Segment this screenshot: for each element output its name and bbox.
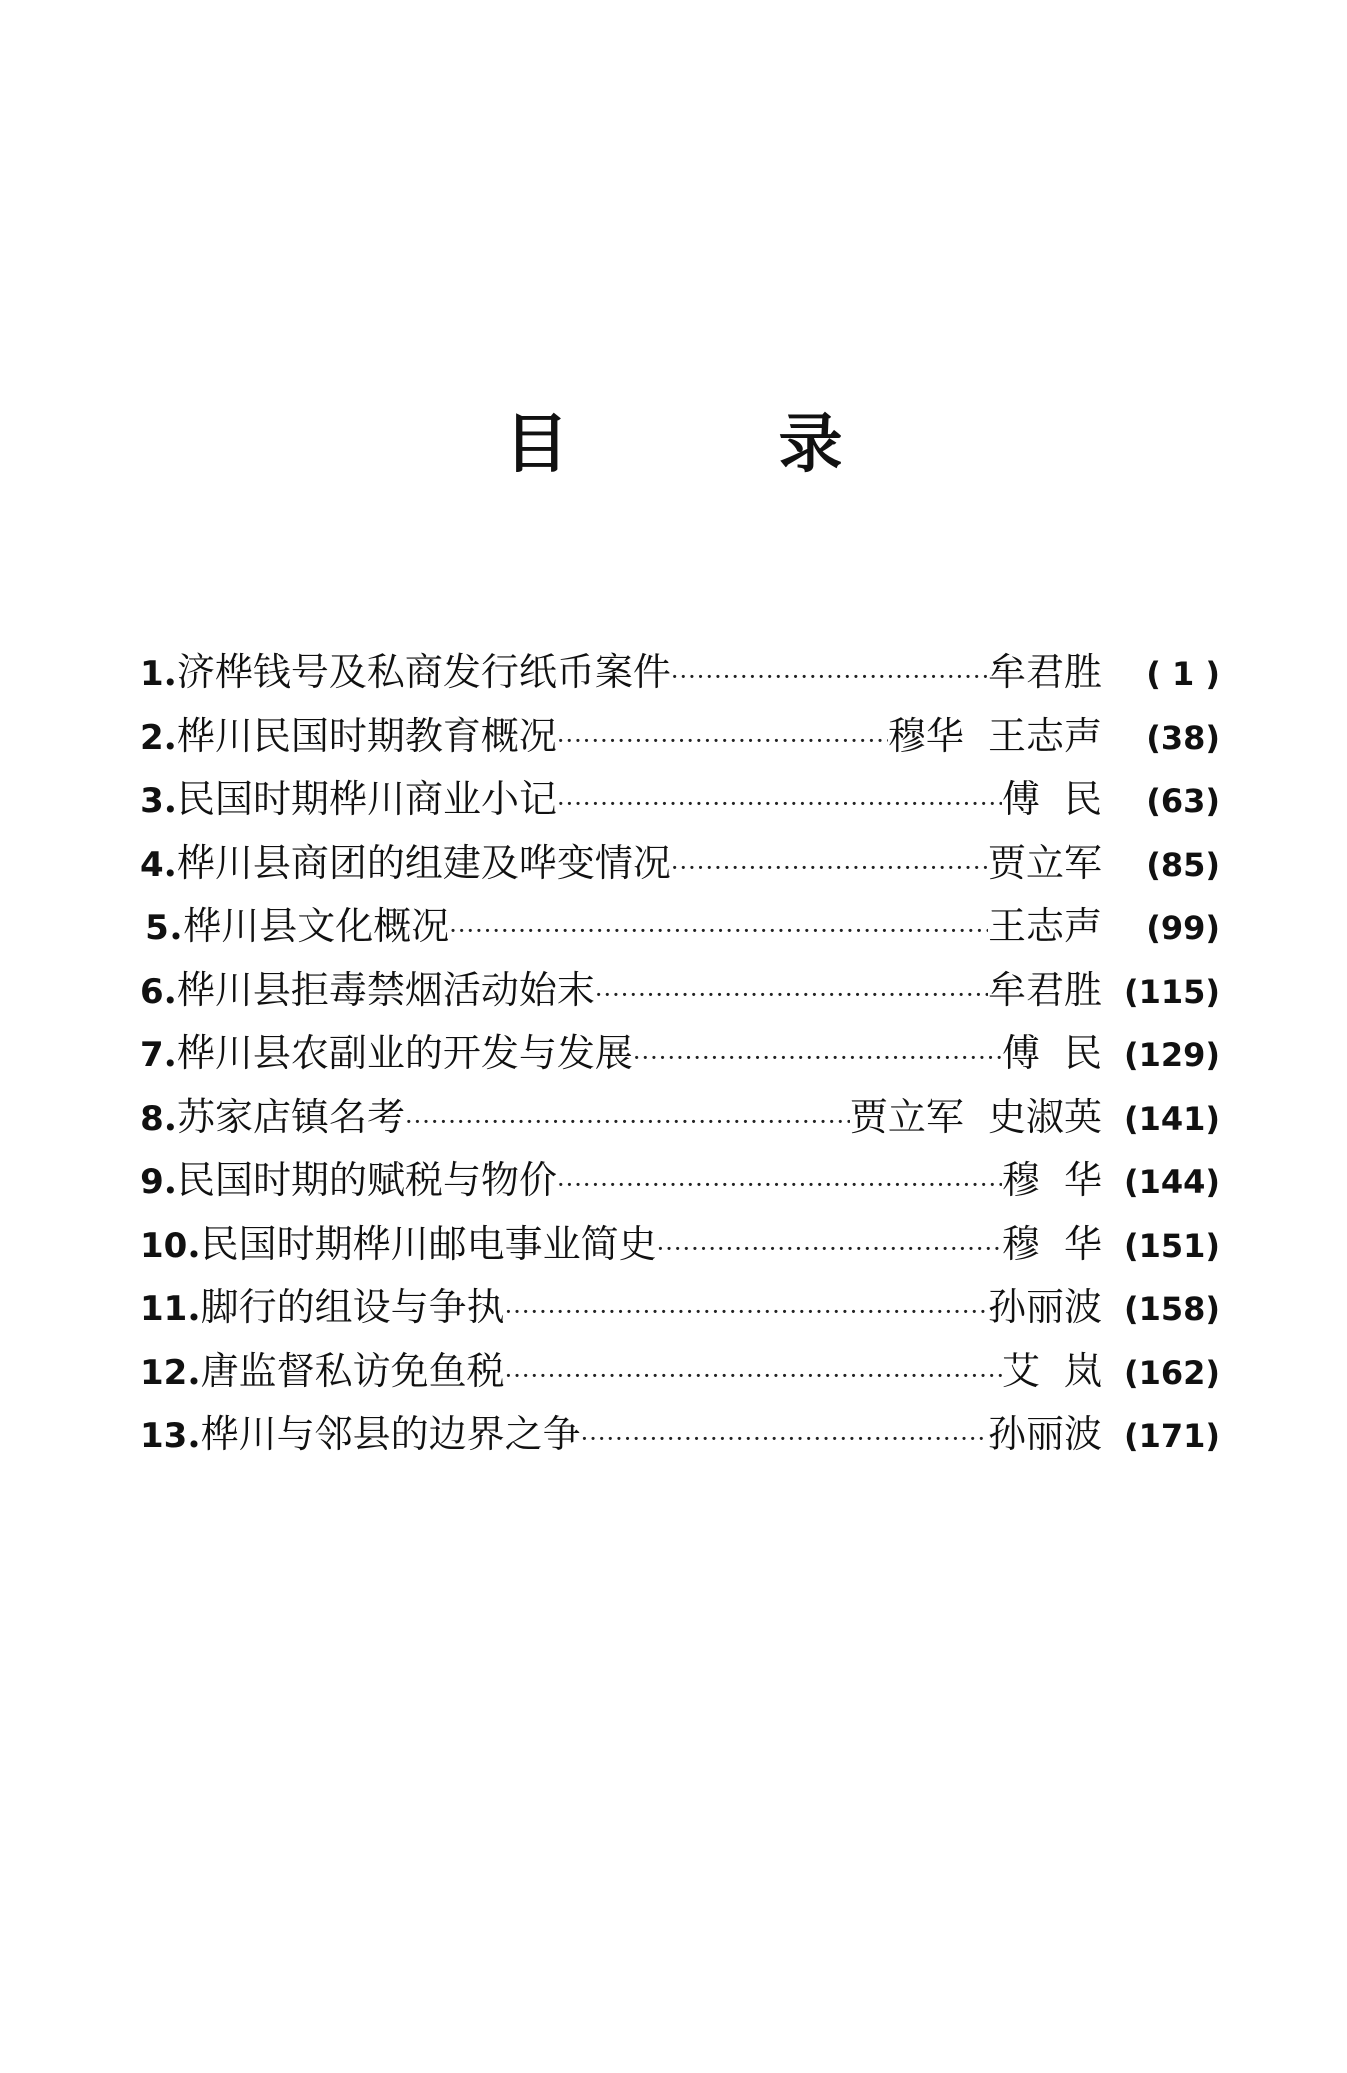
entry-title: 桦川民国时期教育概况: [176, 713, 557, 758]
entry-page: (171): [1123, 1417, 1220, 1455]
entry-author: 穆 华: [1001, 1221, 1102, 1266]
entry-title: 唐监督私访免鱼税: [200, 1348, 505, 1393]
toc-entry: [140, 1339, 1220, 1403]
entry-dot: .: [187, 1220, 201, 1266]
entry-page: (115): [1123, 972, 1220, 1011]
entry-title: 桦川县文化概况: [183, 904, 450, 948]
entry-author: 贾立军 史淑英: [849, 1094, 1102, 1139]
entry-author: 牟君胜: [987, 967, 1102, 1012]
entry-number: 12: [140, 1352, 188, 1393]
entry-number: 8: [140, 1098, 164, 1139]
dot-leader: [595, 964, 988, 1028]
entry-number: 5: [145, 908, 169, 948]
dot-leader: [449, 900, 988, 964]
toc-entry: [140, 894, 1220, 958]
entry-dot: .: [163, 1093, 178, 1139]
entry-number: 6: [140, 971, 164, 1012]
entry-author: 牟君胜: [987, 650, 1102, 694]
entry-dot: .: [187, 1411, 201, 1456]
entry-author: 艾 岚: [1001, 1348, 1102, 1393]
entry-dot: .: [163, 649, 177, 694]
entry-author: 穆 华: [1001, 1158, 1102, 1202]
dot-leader: [581, 1408, 988, 1472]
entry-title: 苏家店镇名考: [177, 1094, 406, 1139]
entry-dot: .: [187, 1347, 201, 1393]
title-char-2: 录: [778, 407, 843, 482]
dot-leader: [671, 646, 988, 710]
toc-entry: [140, 1402, 1220, 1466]
entry-title: 桦川与邻县的边界之争: [200, 1412, 581, 1456]
toc-entry: [140, 1212, 1220, 1276]
toc-entry: [140, 640, 1220, 704]
entry-number: 9: [140, 1162, 164, 1202]
entry-dot: .: [163, 1157, 178, 1202]
entry-title: 桦川县拒毒禁烟活动始末: [176, 967, 595, 1012]
dot-leader: [633, 1027, 1002, 1091]
entry-dot: .: [163, 839, 177, 885]
toc-entry: [140, 1148, 1220, 1212]
entry-author: 王志声: [987, 904, 1102, 948]
entry-page: (63): [1146, 782, 1220, 820]
entry-page: (141): [1123, 1099, 1220, 1138]
entry-page: (85): [1146, 845, 1220, 884]
entry-number: 13: [140, 1416, 188, 1456]
dot-leader: [557, 1154, 1002, 1218]
entry-title: 民国时期桦川邮电事业简史: [200, 1221, 657, 1266]
toc-entry: [140, 1085, 1220, 1149]
entry-dot: .: [163, 776, 178, 821]
entry-page: (129): [1123, 1036, 1220, 1074]
dot-leader: [557, 710, 888, 774]
entry-author: 穆华 王志声: [887, 713, 1102, 758]
table-of-contents: [140, 640, 1220, 1466]
toc-entry: [140, 1275, 1220, 1339]
dot-leader: [671, 837, 988, 901]
entry-title: 桦川县农副业的开发与发展: [176, 1031, 633, 1075]
dot-leader: [505, 1345, 1002, 1409]
entry-number: 2: [140, 717, 164, 758]
entry-dot: .: [169, 903, 183, 948]
entry-number: 10: [140, 1225, 188, 1266]
entry-page: (38): [1146, 718, 1220, 757]
title-char-1: 目: [504, 407, 569, 482]
entry-author: 傅 民: [1001, 1031, 1102, 1075]
entry-dot: .: [163, 1030, 177, 1075]
entry-page: ( 1 ): [1146, 655, 1220, 693]
toc-entry: [140, 1021, 1220, 1085]
dot-leader: [405, 1091, 850, 1155]
entry-page: (151): [1123, 1226, 1220, 1265]
entry-number: 7: [140, 1035, 164, 1075]
entry-title: 民国时期的赋税与物价: [177, 1158, 558, 1202]
entry-dot: .: [187, 1284, 201, 1329]
entry-dot: .: [163, 712, 177, 758]
entry-number: 11: [140, 1289, 188, 1329]
entry-number: 3: [140, 781, 164, 821]
entry-number: 1: [140, 654, 164, 694]
toc-entry: [140, 704, 1220, 768]
entry-page: (144): [1123, 1163, 1220, 1201]
entry-author: 傅 民: [1001, 777, 1102, 821]
page-title: [0, 405, 1347, 485]
entry-author: 贾立军: [987, 840, 1102, 885]
entry-dot: .: [163, 966, 177, 1012]
entry-number: 4: [140, 844, 164, 885]
entry-page: (162): [1123, 1353, 1220, 1392]
entry-title: 脚行的组设与争执: [200, 1285, 505, 1329]
entry-page: (158): [1123, 1290, 1220, 1328]
toc-entry: [140, 831, 1220, 895]
entry-title: 济桦钱号及私商发行纸币案件: [176, 650, 671, 694]
entry-title: 桦川县商团的组建及哗变情况: [176, 840, 671, 885]
entry-author: 孙丽波: [987, 1412, 1102, 1456]
toc-entry: [140, 958, 1220, 1022]
entry-page: (99): [1146, 909, 1220, 947]
toc-entry: [140, 767, 1220, 831]
entry-title: 民国时期桦川商业小记: [177, 777, 558, 821]
dot-leader: [657, 1218, 1002, 1282]
entry-author: 孙丽波: [987, 1285, 1102, 1329]
dot-leader: [557, 773, 1002, 837]
dot-leader: [505, 1281, 988, 1345]
